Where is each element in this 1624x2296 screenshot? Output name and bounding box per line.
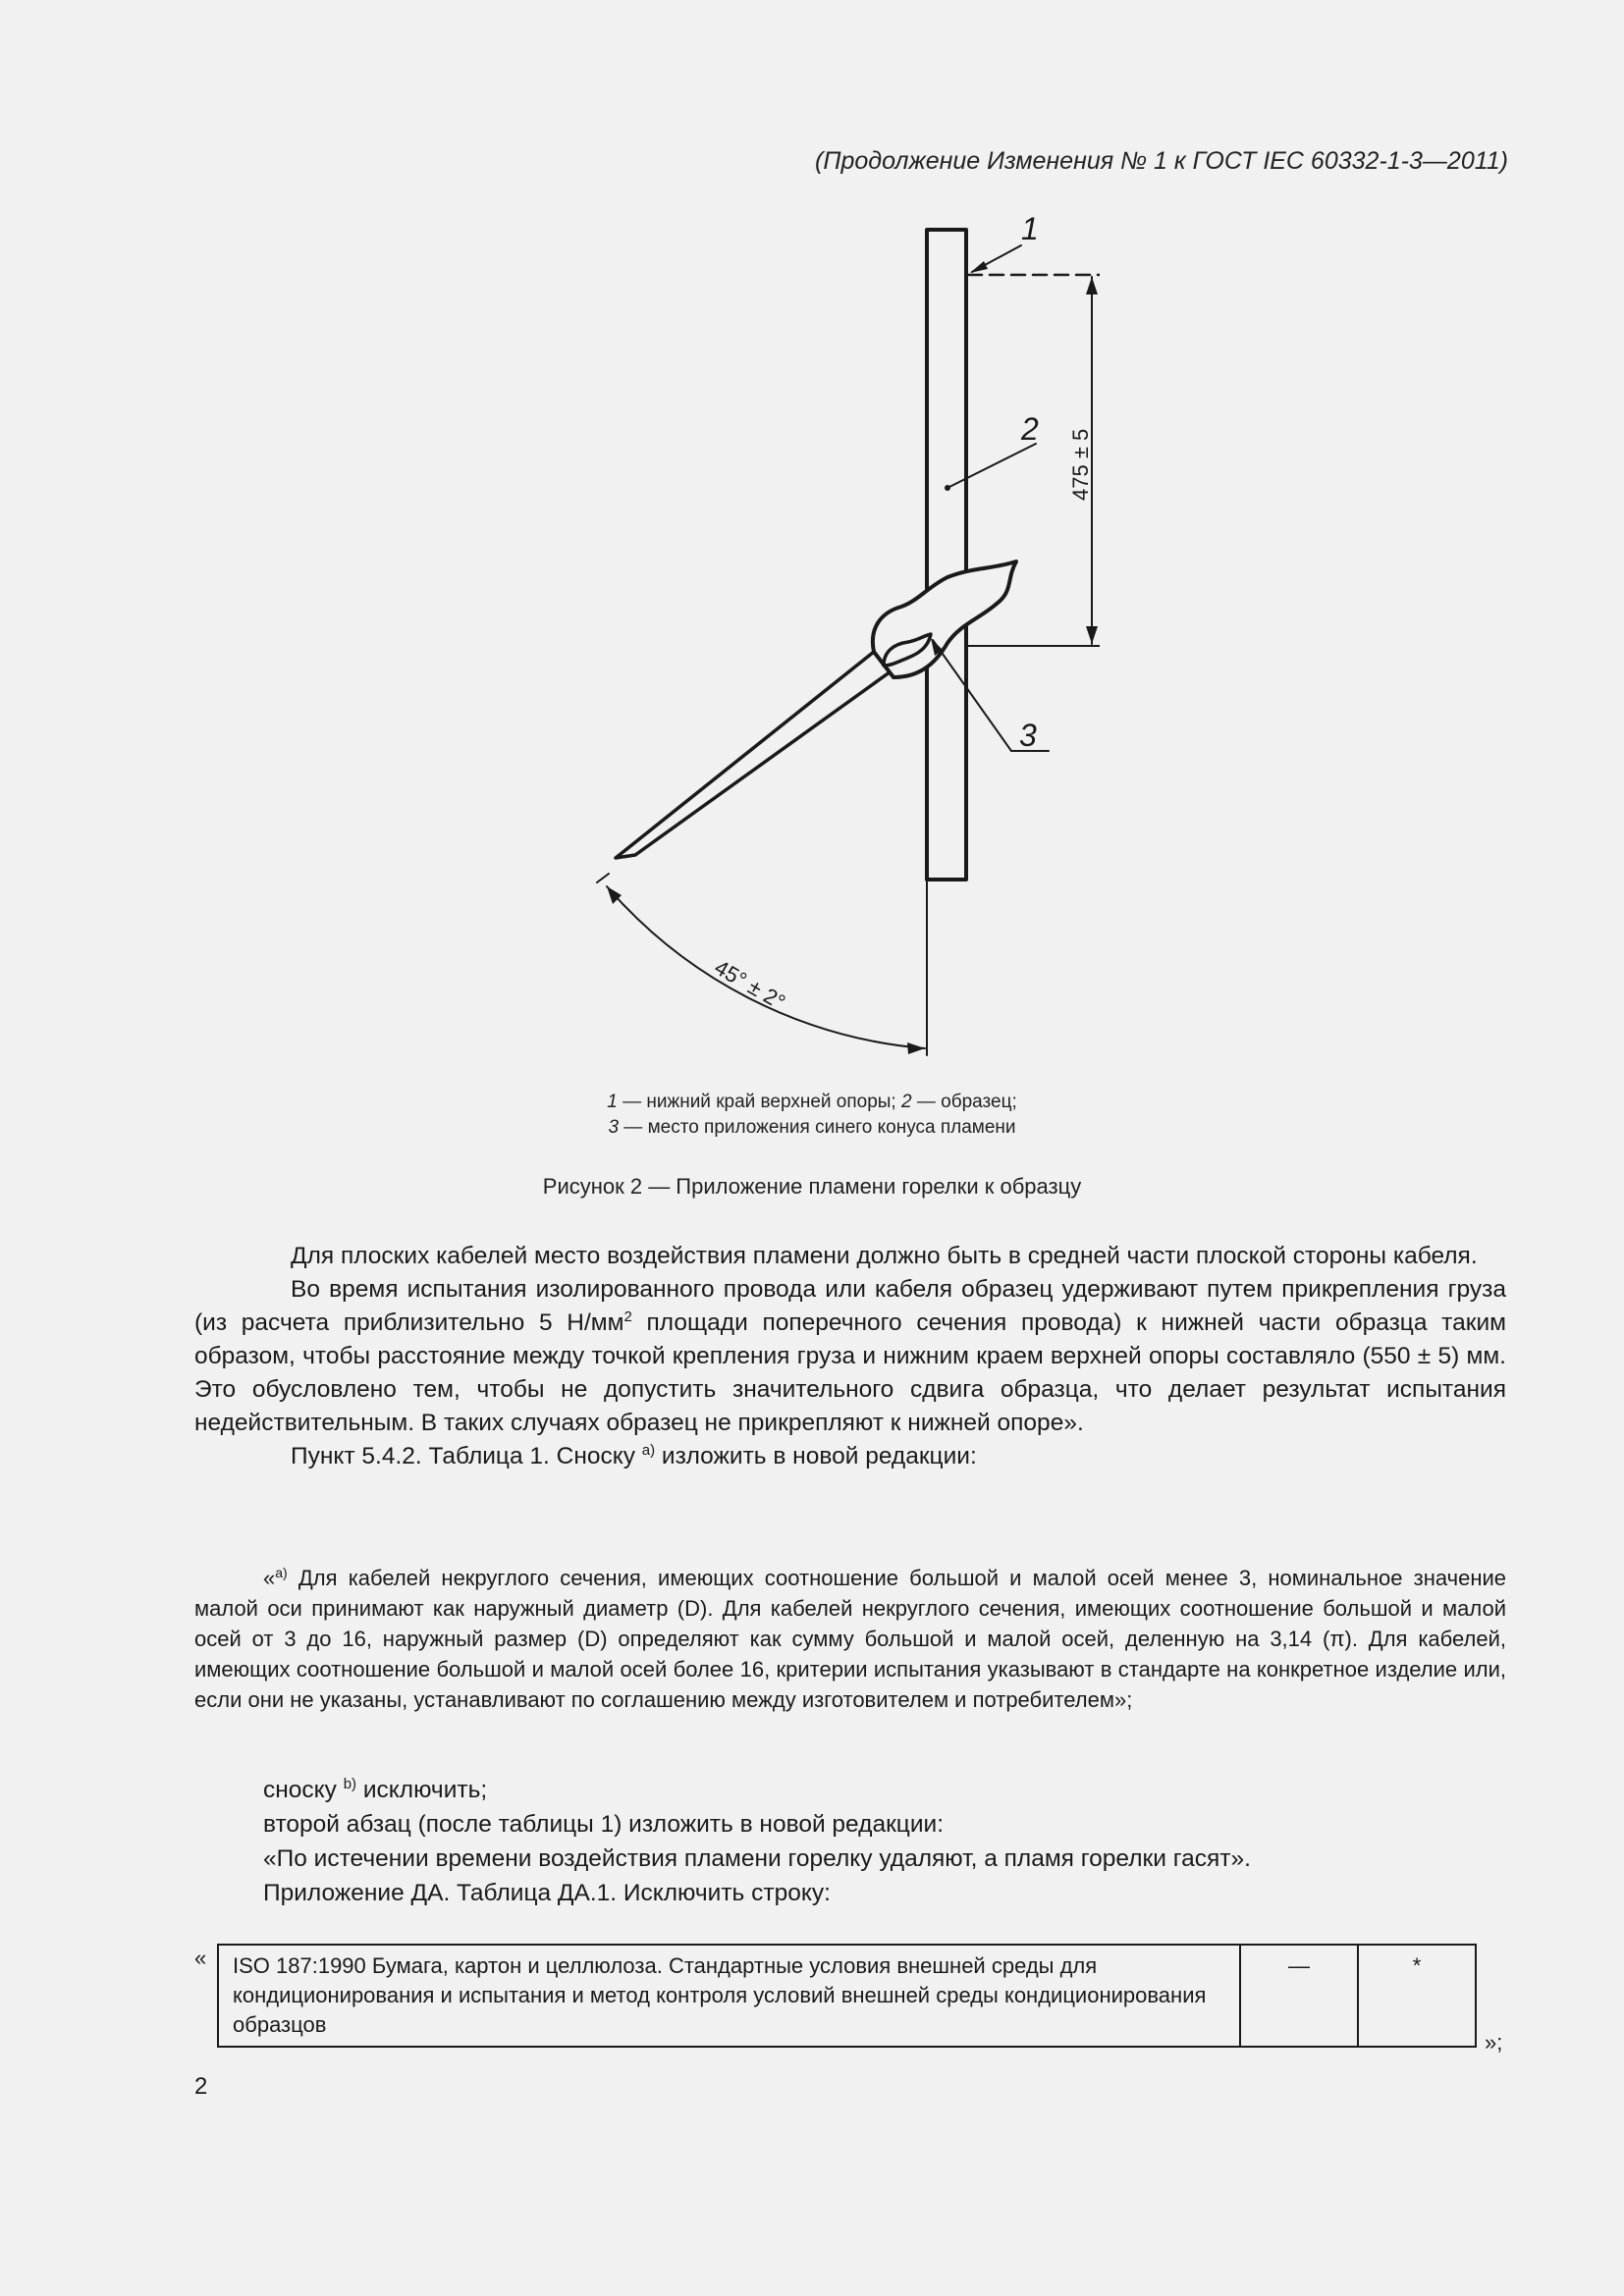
table-cell-standard: ISO 187:1990 Бумага, картон и целлюлоза. Стандартные условия внешней среды для кондиционирования и испытания и метод контроля условий внешней среды кондиционирования образцов [218, 1945, 1240, 2047]
legend-line-2 [0, 1115, 1624, 1141]
quote-open: « [263, 1566, 276, 1590]
table-cell-dash: — [1240, 1945, 1358, 2047]
legend-text-1: — нижний край верхней опоры; [617, 1092, 901, 1112]
callout-3: 3 [1019, 718, 1037, 753]
legend-text-3: — место приложения синего конуса пламени [619, 1117, 1016, 1138]
figure-caption: Рисунок 2 — Приложение пламени горелки к образцу [542, 1174, 1082, 1199]
table-close-quote: »; [1485, 2030, 1503, 2055]
line-footnote-b-b: исключить; [356, 1777, 488, 1803]
angle-extension-oblique [597, 874, 609, 882]
angle-arc [607, 886, 925, 1048]
legend-num-1: 1 [607, 1092, 618, 1112]
footnote-mark-a: a) [641, 1442, 656, 1459]
table-open-quote: « [194, 1946, 207, 1970]
footnote-quote-body: Для кабелей некруглого сечения, имеющих соотношение большой и малой осей менее 3, номинальное значение малой оси принимают как наружный диаметр (D). Для кабелей некруглого сечения, имеющих соотношение большой и малой осей от 3 до 16, наружный размер (D) определяют как сумму большой и малой осей, деленную на 3,14 (π). Для кабелей, имеющих соотношение большой и малой осей более 16, критерии испытания указывают в стандарте на конкретное изделие или, если они не указаны, устанавливают по соглашению между изготовителем и потребителем»; [194, 1566, 1506, 1712]
table-row [218, 1945, 1476, 2047]
instruction-lines [263, 1773, 1251, 1910]
callout-2: 2 [1021, 411, 1039, 447]
specimen-rod [927, 230, 966, 880]
footnote-quote [194, 1563, 1506, 1715]
table-cell-asterisk: * [1358, 1945, 1476, 2047]
callout-1: 1 [1021, 211, 1039, 246]
line-second-paragraph: второй абзац (после таблицы 1) изложить в новой редакции: [263, 1811, 944, 1838]
paragraph-clause-a: Пункт 5.4.2. Таблица 1. Сноску [291, 1443, 642, 1469]
document-header: (Продолжение Изменения № 1 к ГОСТ IEC 60332-1-3—2011) [815, 147, 1508, 175]
excluded-row-table [217, 1944, 1477, 2048]
footnote-quote-mark: a) [275, 1565, 288, 1580]
paragraph-clause [194, 1440, 1506, 1473]
legend-line-1 [0, 1090, 1624, 1115]
burner-tube [616, 652, 893, 858]
paragraph-flat-cables: Для плоских кабелей место воздействия пламени должно быть в средней части плоской стороны кабеля. [291, 1243, 1478, 1269]
superscript-2: 2 [623, 1308, 632, 1325]
paragraph-clause-b: изложить в новой редакции: [655, 1443, 977, 1469]
paragraph-weight [194, 1273, 1506, 1440]
line-footnote-b-a: сноску [263, 1777, 344, 1803]
paragraph-weight-b: площади поперечного сечения провода) к нижней части образца таким образом, чтобы расстояние между точкой крепления груза и нижним краем верхней опоры составляло (550 ± 5) мм. Это обусловлено тем, чтобы не допустить значительного сдвига образца, что делает результат испытания недействительным. В таких случаях образец не прикрепляют к нижней опоре». [194, 1309, 1506, 1436]
line-quoted-text: «По истечении времени воздействия пламени горелку удаляют, а пламя горелки гасят». [263, 1845, 1251, 1872]
paragraph-weight-a: Во время испытания изолированного провода или кабеля образец удерживают путем прикрепления груза (из расчета приблизительно 5 Н/мм [194, 1276, 1506, 1336]
figure-legend [0, 1090, 1624, 1141]
footnote-mark-b: b) [343, 1776, 357, 1792]
legend-num-2: 2 [901, 1092, 912, 1112]
line-annex: Приложение ДА. Таблица ДА.1. Исключить строку: [263, 1880, 831, 1906]
legend-text-2: — образец; [911, 1092, 1017, 1112]
burner-test-figure [550, 211, 1100, 1075]
legend-num-3: 3 [608, 1117, 620, 1138]
dimension-label: 475 ± 5 [1068, 428, 1093, 501]
line-footnote-b [263, 1773, 1251, 1807]
body-text [194, 1240, 1506, 1473]
page-number: 2 [194, 2073, 208, 2100]
angle-label: 45° ± 2° [710, 954, 790, 1015]
footnote-quote-text [194, 1563, 1506, 1715]
